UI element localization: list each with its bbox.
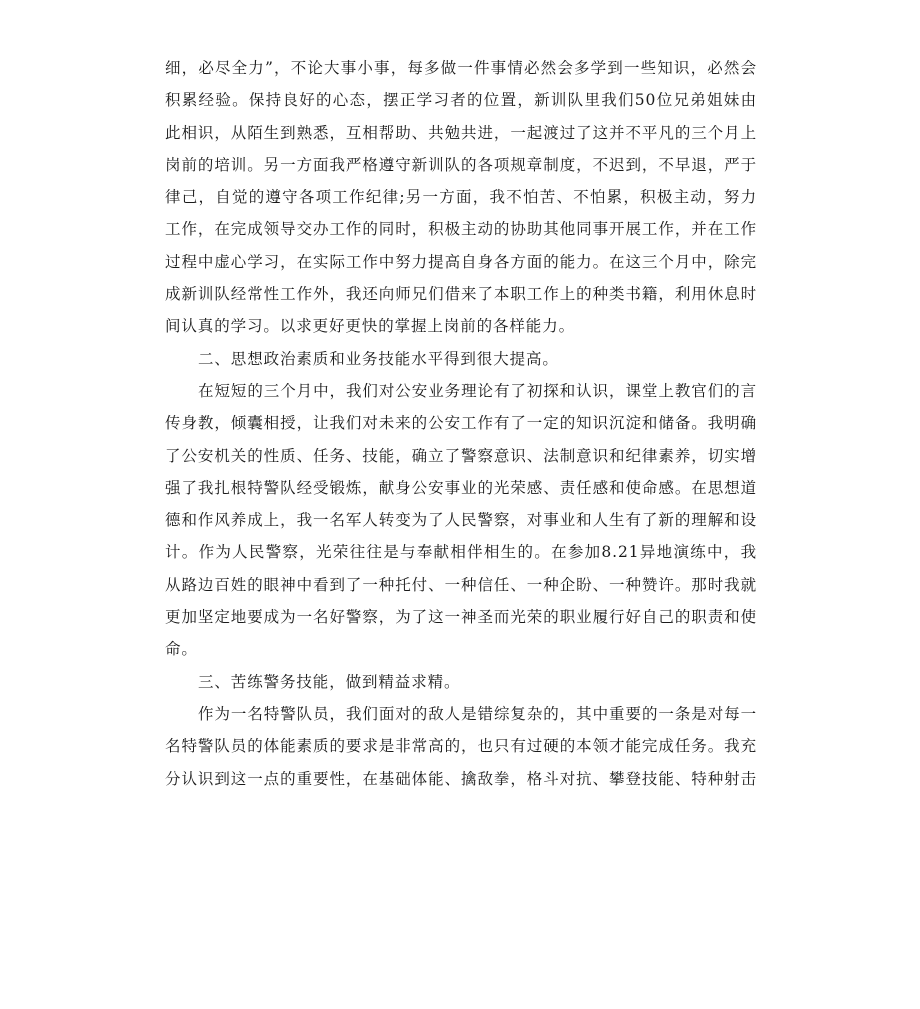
text-line: 名特警队员的体能素质的要求是非常高的，也只有过硬的本领才能完成任务。我充	[165, 737, 757, 756]
text-line: 命。	[165, 640, 198, 659]
paragraph-2	[165, 375, 757, 666]
section-heading-2: 二、思想政治素质和业务技能水平得到很大提高。	[198, 349, 559, 368]
text-line: 细，必尽全力”，不论大事小事，每多做一件事情必然会多学到一些知识，必然会	[165, 59, 757, 77]
text-line: 间认真的学习。以求更好更快的掌握上岗前的各样能力。	[165, 317, 576, 336]
text-line: 强了我扎根特警队经受锻炼，献身公安事业的光荣感、责任感和使命感。在思想道	[165, 478, 757, 497]
document-body	[165, 52, 757, 795]
paragraph-3	[165, 698, 757, 795]
text-line: 律己，自觉的遵守各项工作纪律;另一方面，我不怕苦、不怕累，积极主动，努力	[165, 188, 757, 207]
text-line: 成新训队经常性工作外，我还向师兄们借来了本职工作上的种类书籍，利用休息时	[165, 285, 757, 304]
text-line: 此相识，从陌生到熟悉，互相帮助、共勉共进，一起渡过了这并不平凡的三个月上	[165, 123, 757, 142]
text-line: 在短短的三个月中，我们对公安业务理论有了初探和认识，课堂上教官们的言	[198, 381, 757, 400]
text-line: 过程中虚心学习，在实际工作中努力提高自身各方面的能力。在这三个月中，除完	[165, 252, 757, 271]
text-line: 作为一名特警队员，我们面对的敌人是错综复杂的，其中重要的一条是对每一	[198, 704, 757, 723]
section-heading-3: 三、苦练警务技能，做到精益求精。	[198, 672, 461, 691]
text-line: 岗前的培训。另一方面我严格遵守新训队的各项规章制度，不迟到，不早退，严于	[165, 155, 757, 174]
text-line: 德和作风养成上，我一名军人转变为了人民警察，对事业和人生有了新的理解和设	[165, 511, 757, 530]
paragraph-1	[165, 52, 757, 343]
text-line: 计。作为人民警察，光荣往往是与奉献相伴相生的。在参加8.21异地演练中，我	[165, 543, 757, 562]
text-line: 了公安机关的性质、任务、技能，确立了警察意识、法制意识和纪律素养，切实增	[165, 446, 757, 465]
text-line: 积累经验。保持良好的心态，摆正学习者的位置，新训队里我们50位兄弟姐妹由	[165, 91, 757, 110]
text-line: 工作，在完成领导交办工作的同时，积极主动的协助其他同事开展工作，并在工作	[165, 220, 757, 239]
text-line: 从路边百姓的眼神中看到了一种托付、一种信任、一种企盼、一种赞许。那时我就	[165, 575, 757, 594]
text-line: 分认识到这一点的重要性，在基础体能、擒敌拳，格斗对抗、攀登技能、特种射击	[165, 769, 757, 788]
text-line: 更加坚定地要成为一名好警察，为了这一神圣而光荣的职业履行好自己的职责和使	[165, 608, 757, 627]
text-line: 传身教，倾囊相授，让我们对未来的公安工作有了一定的知识沉淀和储备。我明确	[165, 414, 757, 433]
